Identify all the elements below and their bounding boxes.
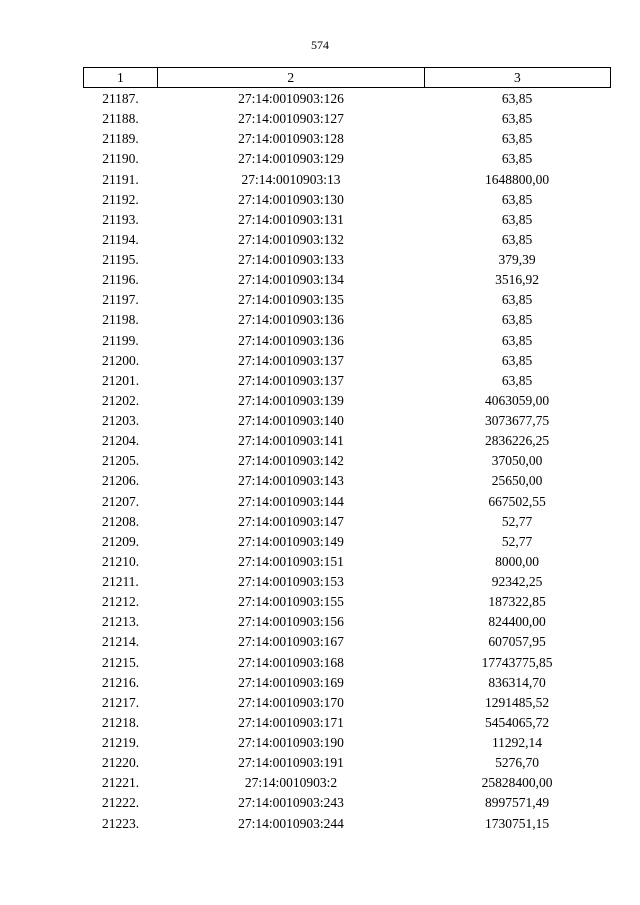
- table-row: [83, 612, 611, 632]
- table-row: [83, 210, 611, 230]
- value: 3516,92: [495, 272, 539, 288]
- value: 3073677,75: [484, 413, 550, 428]
- page-number: 574: [311, 38, 329, 52]
- registry-table: [83, 67, 611, 834]
- table-row: [83, 411, 611, 431]
- cadastral-number: 27:14:0010903:170: [238, 694, 344, 710]
- table-header: [83, 67, 611, 88]
- table-row: [83, 632, 611, 652]
- table-row: [83, 733, 611, 753]
- row-number: 21197.: [102, 292, 139, 308]
- table-row: [83, 149, 611, 169]
- table-row: [83, 170, 611, 190]
- table-row: [83, 129, 611, 149]
- value: 63,85: [501, 91, 533, 106]
- cadastral-number: 27:14:0010903:141: [238, 433, 344, 449]
- value: 667502,55: [488, 493, 546, 509]
- row-number: 21190.: [102, 151, 139, 167]
- row-number: 21222.: [101, 795, 140, 811]
- cadastral-number: 27:14:0010903:134: [238, 272, 344, 288]
- value: 187322,85: [488, 594, 546, 610]
- cadastral-number: 27:14:0010903:191: [238, 755, 344, 771]
- cadastral-number: 27:14:0010903:2: [244, 775, 338, 791]
- row-number: 21200.: [101, 352, 140, 368]
- table-row: [83, 310, 611, 330]
- value: 63,85: [501, 352, 533, 368]
- value: 1291485,52: [484, 694, 550, 710]
- cadastral-number: 27:14:0010903:171: [238, 714, 344, 730]
- cadastral-number: 27:14:0010903:153: [238, 574, 344, 589]
- value: 17743775,85: [481, 654, 553, 670]
- table-row: [83, 451, 611, 471]
- table-row: [83, 673, 611, 693]
- value: 4063059,00: [484, 392, 550, 408]
- value: 63,85: [501, 231, 533, 247]
- row-number: 21203.: [101, 413, 140, 428]
- table-row: [83, 230, 611, 250]
- row-number: 21188.: [102, 111, 139, 127]
- value: 63,85: [501, 332, 533, 348]
- row-number: 21218.: [101, 714, 140, 730]
- row-number: 21221.: [101, 775, 140, 791]
- value: 379,39: [498, 252, 536, 267]
- value: 607057,95: [488, 634, 546, 650]
- row-number: 21217.: [101, 694, 140, 710]
- row-number: 21209.: [101, 533, 140, 549]
- table-row: [83, 391, 611, 411]
- row-number: 21201.: [101, 372, 140, 388]
- cadastral-number: 27:14:0010903:156: [238, 614, 344, 630]
- table-row: [83, 431, 611, 451]
- cadastral-number: 27:14:0010903:133: [238, 252, 344, 267]
- cadastral-number: 27:14:0010903:139: [238, 392, 344, 408]
- table-row: [83, 753, 611, 773]
- table-row: [83, 653, 611, 673]
- row-number: 21204.: [101, 433, 140, 449]
- table-row: [83, 572, 611, 592]
- row-number: 21215.: [101, 654, 140, 670]
- table-row: [83, 270, 611, 290]
- row-number: 21208.: [101, 513, 140, 529]
- table-row: [83, 512, 611, 532]
- cadastral-number: 27:14:0010903:136: [238, 312, 344, 328]
- row-number: 21195.: [102, 252, 139, 267]
- row-number: 21202.: [101, 392, 140, 408]
- row-number: 21219.: [101, 735, 140, 750]
- header-col-1: 1: [84, 68, 158, 87]
- table-row: [83, 109, 611, 129]
- row-number: 21194.: [102, 231, 139, 247]
- value: 11292,14: [491, 735, 543, 750]
- row-number: 21207.: [101, 493, 140, 509]
- value: 8000,00: [495, 553, 539, 569]
- value: 63,85: [501, 372, 533, 388]
- value: 1730751,15: [484, 815, 550, 831]
- value: 63,85: [501, 111, 533, 127]
- value: 2836226,25: [484, 433, 550, 449]
- cadastral-number: 27:14:0010903:168: [238, 654, 344, 670]
- table-row: [83, 290, 611, 310]
- row-number: 21212.: [101, 594, 140, 610]
- table-body: [83, 89, 611, 834]
- row-number: 21206.: [101, 473, 140, 489]
- table-row: [83, 250, 611, 270]
- table-row: [83, 592, 611, 612]
- cadastral-number: 27:14:0010903:147: [238, 513, 344, 529]
- row-number: 21210.: [101, 553, 140, 569]
- cadastral-number: 27:14:0010903:135: [238, 292, 344, 308]
- value: 63,85: [501, 292, 533, 308]
- value: 63,85: [501, 312, 533, 328]
- header-col-3: 3: [513, 70, 521, 85]
- cadastral-number: 27:14:0010903:243: [238, 795, 344, 811]
- row-number: 21199.: [102, 332, 139, 348]
- row-number: 21187.: [102, 91, 139, 106]
- row-number: 21189.: [102, 131, 139, 147]
- value: 63,85: [501, 131, 533, 147]
- row-number: 21213.: [101, 614, 140, 630]
- table-row: [83, 713, 611, 733]
- value: 92342,25: [491, 574, 543, 589]
- table-row: [83, 331, 611, 351]
- cadastral-number: 27:14:0010903:151: [238, 553, 344, 569]
- value: 8997571,49: [484, 795, 550, 811]
- value: 63,85: [501, 211, 533, 227]
- table-row: [83, 793, 611, 813]
- value: 824400,00: [488, 614, 546, 630]
- cadastral-number: 27:14:0010903:142: [238, 453, 344, 469]
- cadastral-number: 27:14:0010903:169: [238, 674, 344, 690]
- table-row: [83, 351, 611, 371]
- table-row: [83, 552, 611, 572]
- row-number: 21192.: [102, 191, 139, 207]
- cadastral-number: 27:14:0010903:190: [238, 735, 344, 750]
- value: 52,77: [501, 533, 533, 549]
- row-number: 21205.: [101, 453, 140, 469]
- cadastral-number: 27:14:0010903:126: [238, 91, 344, 106]
- value: 25650,00: [491, 473, 543, 489]
- table-row: [83, 471, 611, 491]
- cadastral-number: 27:14:0010903:137: [238, 372, 344, 388]
- row-number: 21220.: [101, 755, 140, 771]
- cadastral-number: 27:14:0010903:132: [238, 231, 344, 247]
- cadastral-number: 27:14:0010903:129: [238, 151, 344, 167]
- table-row: [83, 190, 611, 210]
- cadastral-number: 27:14:0010903:244: [238, 815, 344, 831]
- value: 37050,00: [491, 453, 543, 469]
- cadastral-number: 27:14:0010903:137: [238, 352, 344, 368]
- value: 5276,70: [495, 755, 539, 771]
- table-row: [83, 492, 611, 512]
- table-row: [83, 371, 611, 391]
- table-row: [83, 532, 611, 552]
- row-number: 21223.: [101, 815, 140, 831]
- cadastral-number: 27:14:0010903:130: [238, 191, 344, 207]
- value: 63,85: [501, 151, 533, 167]
- cadastral-number: 27:14:0010903:128: [238, 131, 344, 147]
- row-number: 21191.: [102, 171, 139, 187]
- row-number: 21193.: [102, 211, 139, 227]
- cadastral-number: 27:14:0010903:155: [238, 594, 344, 610]
- value: 25828400,00: [481, 775, 553, 791]
- row-number: 21211.: [102, 574, 139, 589]
- table-row: [83, 89, 611, 109]
- cadastral-number: 27:14:0010903:136: [238, 332, 344, 348]
- row-number: 21214.: [101, 634, 140, 650]
- value: 63,85: [501, 191, 533, 207]
- cadastral-number: 27:14:0010903:13: [241, 171, 341, 187]
- cadastral-number: 27:14:0010903:140: [238, 413, 344, 428]
- header-col-2: 2: [158, 68, 425, 87]
- table-row: [83, 814, 611, 834]
- cadastral-number: 27:14:0010903:167: [238, 634, 344, 650]
- cadastral-number: 27:14:0010903:149: [238, 533, 344, 549]
- row-number: 21216.: [101, 674, 140, 690]
- value: 5454065,72: [484, 714, 550, 730]
- value: 1648800,00: [484, 171, 550, 187]
- cadastral-number: 27:14:0010903:143: [238, 473, 344, 489]
- row-number: 21198.: [102, 312, 139, 328]
- value: 836314,70: [488, 674, 546, 690]
- cadastral-number: 27:14:0010903:127: [238, 111, 344, 127]
- table-row: [83, 693, 611, 713]
- value: 52,77: [501, 513, 533, 529]
- cadastral-number: 27:14:0010903:144: [238, 493, 344, 509]
- row-number: 21196.: [102, 272, 139, 288]
- table-row: [83, 773, 611, 793]
- cadastral-number: 27:14:0010903:131: [238, 211, 344, 227]
